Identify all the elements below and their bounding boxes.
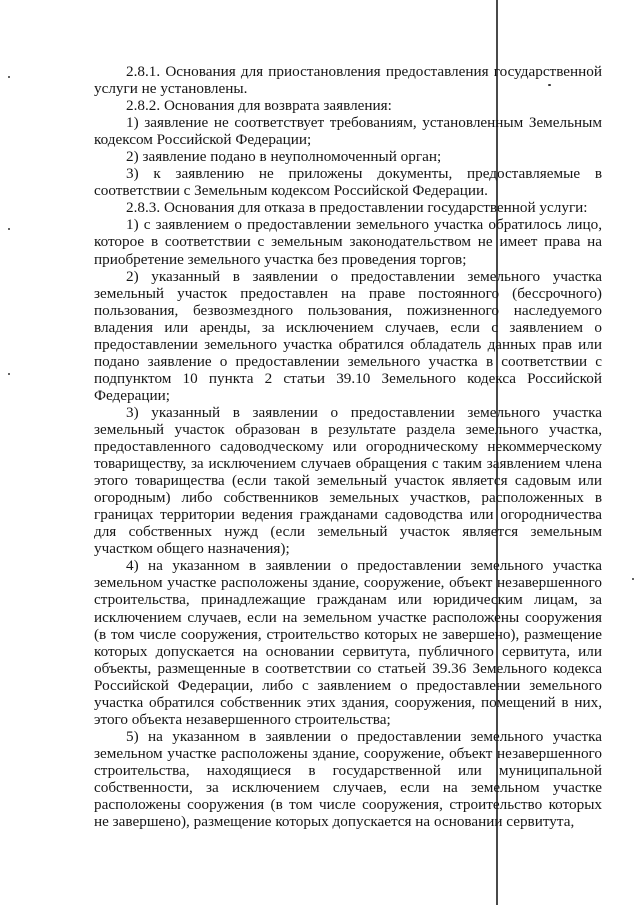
- document-body: [94, 63, 602, 830]
- scan-speck: [8, 373, 10, 375]
- return-reason-1: 1) заявление не соответствует требованиям, установленным Земельным кодексом Российской Федерации;: [94, 114, 602, 149]
- scan-speck: [8, 76, 10, 78]
- refusal-reason-1: 1) с заявлением о предоставлении земельного участка обратилось лицо, которое в соответствии с земельным законодательством не имеет права на приобретение земельного участка без проведения торгов;: [94, 216, 602, 268]
- paragraph-2-8-2: 2.8.2. Основания для возврата заявления:: [126, 97, 392, 115]
- refusal-reason-5: 5) на указанном в заявлении о предоставлении земельного участка земельном участке расположены здание, сооружение, объект незавершенного строительства, находящиеся в государственной или муниципальной собственности, за исключением случаев, если на земельном участке расположены сооружения (в том числе сооружения, строительство которых не завершено), размещение которых допускается на основании сервитута,: [94, 727, 602, 831]
- paragraph-2-8-3: 2.8.3. Основания для отказа в предоставлении государственной услуги:: [126, 199, 588, 217]
- refusal-reason-2: 2) указанный в заявлении о предоставлении земельного участка земельный участок предоставлен на праве постоянного (бессрочного) пользования, безвозмездного пользования, пожизненного наследуемого владения или аренды, за исключением случаев, если с заявлением о предоставлении земельного участка обратился обладатель данных прав или подано заявление о предоставлении земельного участка в соответствии с подпунктом 10 пункта 2 статьи 39.10 Земельного кодекса Российской Федерации;: [94, 267, 602, 404]
- paragraph-2-8-1: 2.8.1. Основания для приостановления предоставления государственной услуги не установлены.: [94, 63, 602, 98]
- return-reason-2: 2) заявление подано в неуполномоченный орган;: [126, 148, 442, 166]
- refusal-reason-4: 4) на указанном в заявлении о предоставлении земельного участка земельном участке расположены здание, сооружение, объект незавершенного строительства, принадлежащие гражданам или юридическим лицам, за исключением случаев, если на земельном участке расположены сооружения (в том числе сооружения, строительство которых не завершено), размещение которых допускается на основании сервитута, публичного сервитута, или объекты, размещенные в соответствии со статьей 39.36 Земельного кодекса Российской Федерации, либо с заявлением о предоставлении земельного участка обратился собственник этих здания, сооружения, помещений в них, этого объекта незавершенного строительства;: [94, 557, 602, 728]
- return-reason-3: 3) к заявлению не приложены документы, предоставляемые в соответствии с Земельным кодексом Российской Федерации.: [94, 165, 602, 200]
- scan-speck: [8, 228, 10, 230]
- refusal-reason-3: 3) указанный в заявлении о предоставлении земельного участка земельный участок образован в результате раздела земельного участка, предоставленного садоводческому или огородническому некоммерческому товариществу, за исключением случаев обращения с таким заявлением члена этого товарищества (если такой земельный участок является садовым или огородным) либо собственников земельных участков, расположенных в границах территории ведения гражданами садоводства или огородничества для собственных нужд (если земельный участок является земельным участком общего назначения);: [94, 403, 602, 558]
- scan-speck: [632, 578, 634, 580]
